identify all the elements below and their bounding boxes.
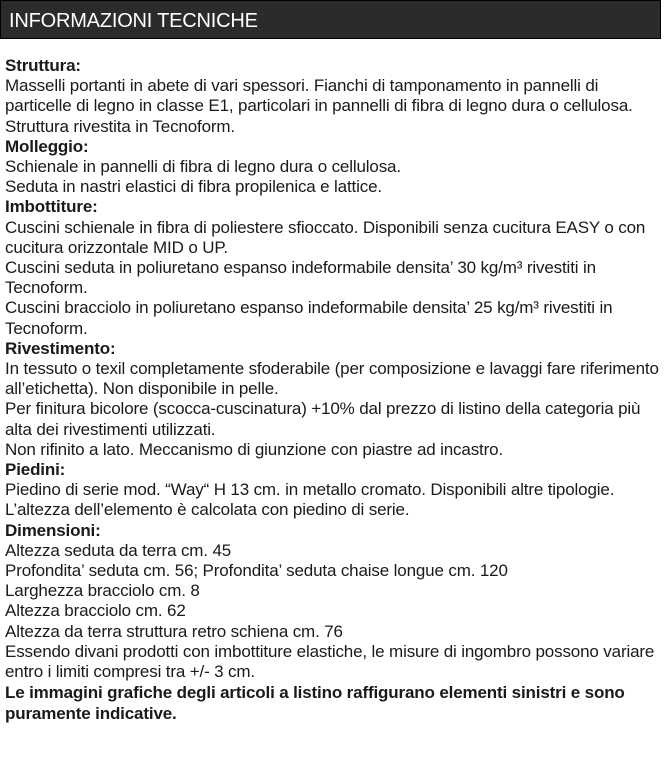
paragraph: In tessuto o texil completamente sfoderabile (per composizione e lavaggi fare riferimento all’etichetta). Non disponibile in pelle.	[5, 359, 659, 399]
paragraph: Cuscini seduta in poliuretano espanso indeformabile densita’ 30 kg/m³ rivestiti in Tecnoform.	[5, 258, 596, 298]
paragraph: Cuscini schienale in fibra di poliestere sfioccato. Disponibili senza cucitura EASY o con cucitura orizzontale MID o UP.	[5, 217, 646, 257]
section-piedini	[5, 460, 660, 521]
paragraph: Masselli portanti in abete di vari spessori. Fianchi di tamponamento in pannelli di particelle di legno in classe E1, particolari in pannelli di fibra di legno dura o cellulosa.	[5, 76, 633, 116]
section-imbottiture	[5, 197, 660, 338]
paragraph: Piedino di serie mod. “Way“ H 13 cm. in metallo cromato. Disponibili altre tipologie.	[5, 480, 615, 500]
paragraph: Seduta in nastri elastici di fibra propilenica e lattice.	[5, 177, 382, 197]
section-heading: Piedini:	[5, 460, 66, 480]
section-heading: Dimensioni:	[5, 520, 101, 540]
paragraph: Schienale in pannelli di fibra di legno dura o cellulosa.	[5, 157, 401, 177]
footer-note: Le immagini grafiche degli articoli a listino raffigurano elementi sinistri e sono puramente indicative.	[5, 683, 625, 723]
section-heading: Rivestimento:	[5, 338, 116, 358]
paragraph: L’altezza dell’elemento è calcolata con piedino di serie.	[5, 500, 410, 520]
section-heading: Struttura:	[5, 56, 81, 75]
section-struttura	[5, 56, 660, 137]
paragraph: Altezza seduta da terra cm. 45	[5, 540, 232, 560]
paragraph: Struttura rivestita in Tecnoform.	[5, 116, 235, 136]
section-rivestimento	[5, 339, 660, 460]
technical-info-content	[5, 56, 660, 724]
paragraph: Larghezza bracciolo cm. 8	[5, 581, 200, 601]
paragraph: Per finitura bicolore (scocca-cuscinatura) +10% dal prezzo di listino della categoria più alta dei rivestimenti utilizzati.	[5, 399, 641, 439]
paragraph: Essendo divani prodotti con imbottiture elastiche, le misure di ingombro possono variare entro i limiti compresi tra +/- 3 cm.	[5, 641, 655, 682]
paragraph: Non rifinito a lato. Meccanismo di giunzione con piastre ad incastro.	[5, 439, 504, 459]
section-heading: Imbottiture:	[5, 197, 98, 217]
header-bar	[0, 0, 661, 39]
paragraph: Altezza da terra struttura retro schiena cm. 76	[5, 621, 343, 641]
section-dimensioni	[5, 521, 660, 683]
page-title: INFORMAZIONI TECNICHE	[9, 10, 258, 32]
section-heading: Molleggio:	[5, 136, 89, 156]
paragraph: Profondita’ seduta cm. 56; Profondita’ seduta chaise longue cm. 120	[5, 561, 508, 581]
paragraph: Altezza bracciolo cm. 62	[5, 601, 186, 621]
section-molleggio	[5, 137, 660, 198]
paragraph: Cuscini bracciolo in poliuretano espanso indeformabile densita’ 25 kg/m³ rivestiti in Tecnoform.	[5, 298, 613, 338]
